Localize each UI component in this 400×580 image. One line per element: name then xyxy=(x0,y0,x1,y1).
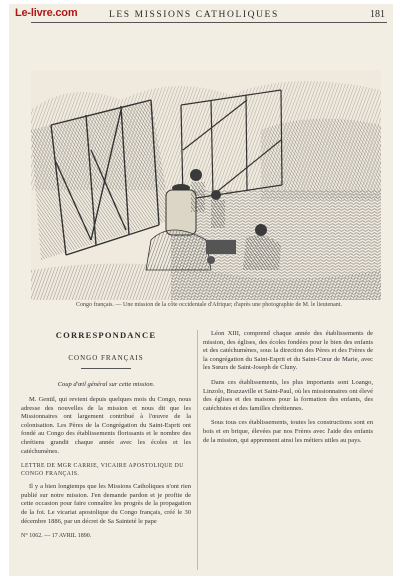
subtitle-rule xyxy=(81,368,131,369)
watermark-logo: Le-livre.com xyxy=(15,7,78,19)
paragraph: Sous tous ces établissements, toutes les constructions sont en bois et en brique, élevées par nos Frères avec l'aide des enfants de la mission, qui apprennent ainsi les métiers utiles au pays. xyxy=(203,419,373,444)
section-title: CORRESPONDANCE xyxy=(55,330,157,340)
page-number: 181 xyxy=(370,9,385,20)
paragraph: Il y a bien longtemps que les Missions Catholiques n'ont rien publié sur notre mission. J'en demande pardon et je profite de cette occasion pour faire connaître les progrès de la propagation de la foi. Le vicariat apostolique du Congo français, créé le 30 décembre 1886, par un décret de Sa Sainteté le pape xyxy=(21,483,191,525)
page xyxy=(9,4,393,576)
letter-heading: LETTRE DE MGR CARRIE, VICAIRE APOSTOLIQUE DU CONGO FRANÇAIS. xyxy=(21,463,184,478)
engraving-caption: Congo français. — Une mission de la côte occidentale d'Afrique; d'après une photographie de M. le lieutenant. xyxy=(76,302,342,308)
section-subtitle: CONGO FRANÇAIS xyxy=(68,354,144,362)
paragraph: Dans ces établissements, les plus importants sont Loango, Linzolo, Brazzaville et Saint-Paul, où les missionnaires ont élevé des églises et des maisons pour la formation des enfants, des catéchistes et des familles chrétiennes. xyxy=(203,378,373,412)
left-column xyxy=(21,330,191,540)
running-title: LES MISSIONS CATHOLIQUES xyxy=(109,10,279,20)
column-divider xyxy=(197,330,198,570)
paragraph: M. Gentil, qui revient depuis quelques mois du Congo, nous adresse des nouvelles de la mission et nous dit que les Missionnaires ont largement contribué à l'œuvre de la colonisation. Les Pères de la Congrégation du Saint-Esprit ont fondé au Congo des établissements florissants et le nombre des chrétiens grandit chaque année avec les écoles et les catéchumènes. xyxy=(21,396,191,455)
paragraph: Léon XIII, comprend chaque année des établissements de mission, des églises, des écoles fondées pour le bien des enfants et des catéchumènes, sous la direction des Pères et des Frères de la congrégation du Saint-Esprit et du Saint-Cœur de Marie, avec les Sœurs de Saint-Joseph de Cluny. xyxy=(203,330,373,372)
header-rule xyxy=(31,22,387,23)
italic-summary: Coup d'œil général sur cette mission. xyxy=(57,381,155,388)
engraving-illustration xyxy=(31,70,381,300)
right-column xyxy=(203,330,373,451)
issue-line: N° 1062. — 17 AVRIL 1890. xyxy=(21,533,92,540)
